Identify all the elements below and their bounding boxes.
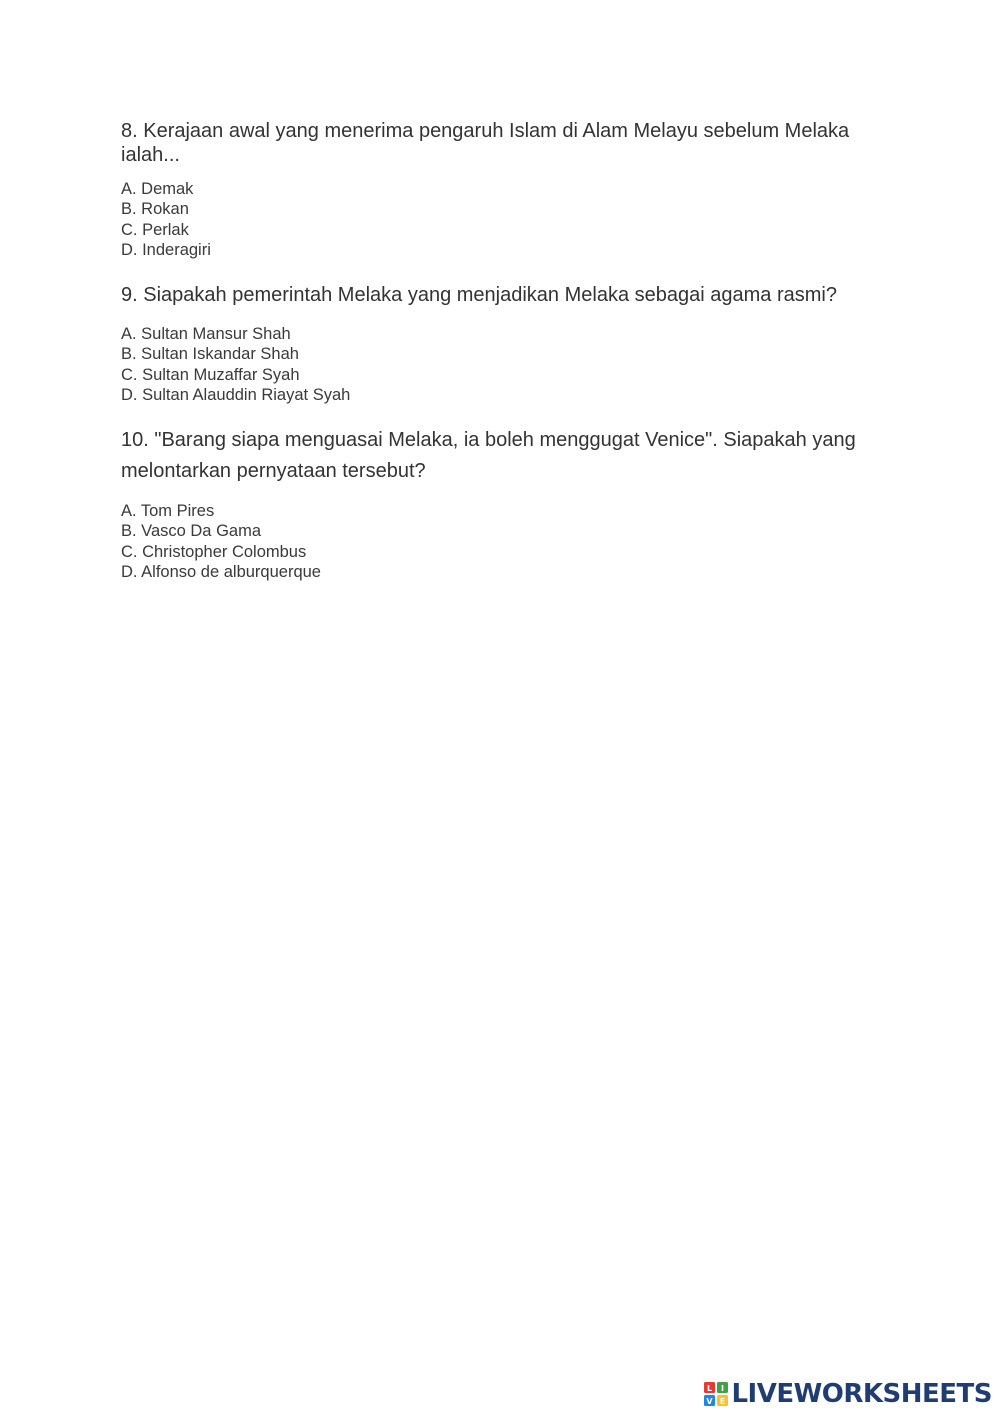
option-list	[121, 501, 891, 583]
option-d: D. Alfonso de alburquerque	[121, 563, 321, 582]
option-b: B. Sultan Iskandar Shah	[121, 345, 299, 364]
option-a: A. Tom Pires	[121, 502, 215, 520]
option-d: D. Sultan Alauddin Riayat Syah	[121, 386, 351, 405]
question-text: 8. Kerajaan awal yang menerima pengaruh Islam di Alam Melayu sebelum Melaka ialah...	[121, 120, 850, 166]
question-9	[121, 283, 891, 406]
liveworksheets-logo-icon	[704, 1382, 728, 1406]
option-list	[121, 179, 891, 261]
option-list	[121, 324, 891, 406]
option-c: C. Sultan Muzaffar Syah	[121, 365, 300, 384]
option-a: A. Demak	[121, 180, 194, 198]
option-d: D. Inderagiri	[121, 241, 211, 260]
option-b: B. Rokan	[121, 200, 189, 219]
question-10	[121, 425, 891, 583]
logo-letter: V	[706, 1397, 714, 1406]
option-c: C. Perlak	[121, 220, 189, 239]
question-text: 9. Siapakah pemerintah Melaka yang menjadikan Melaka sebagai agama rasmi?	[121, 284, 837, 306]
question-text: 10. "Barang siapa menguasai Melaka, ia boleh menggugat Venice". Siapakah yang melontarkan pernyataan tersebut?	[121, 429, 856, 482]
logo-letter: L	[707, 1384, 713, 1393]
logo-letter: E	[720, 1397, 726, 1406]
logo-letter: I	[721, 1384, 725, 1393]
option-b: B. Vasco Da Gama	[121, 522, 262, 541]
option-a: A. Sultan Mansur Shah	[121, 325, 291, 343]
option-c: C. Christopher Colombus	[121, 542, 307, 561]
watermark-text: LIVEWORKSHEETS	[731, 1379, 992, 1409]
question-8	[121, 119, 891, 261]
liveworksheets-watermark	[704, 1378, 992, 1410]
